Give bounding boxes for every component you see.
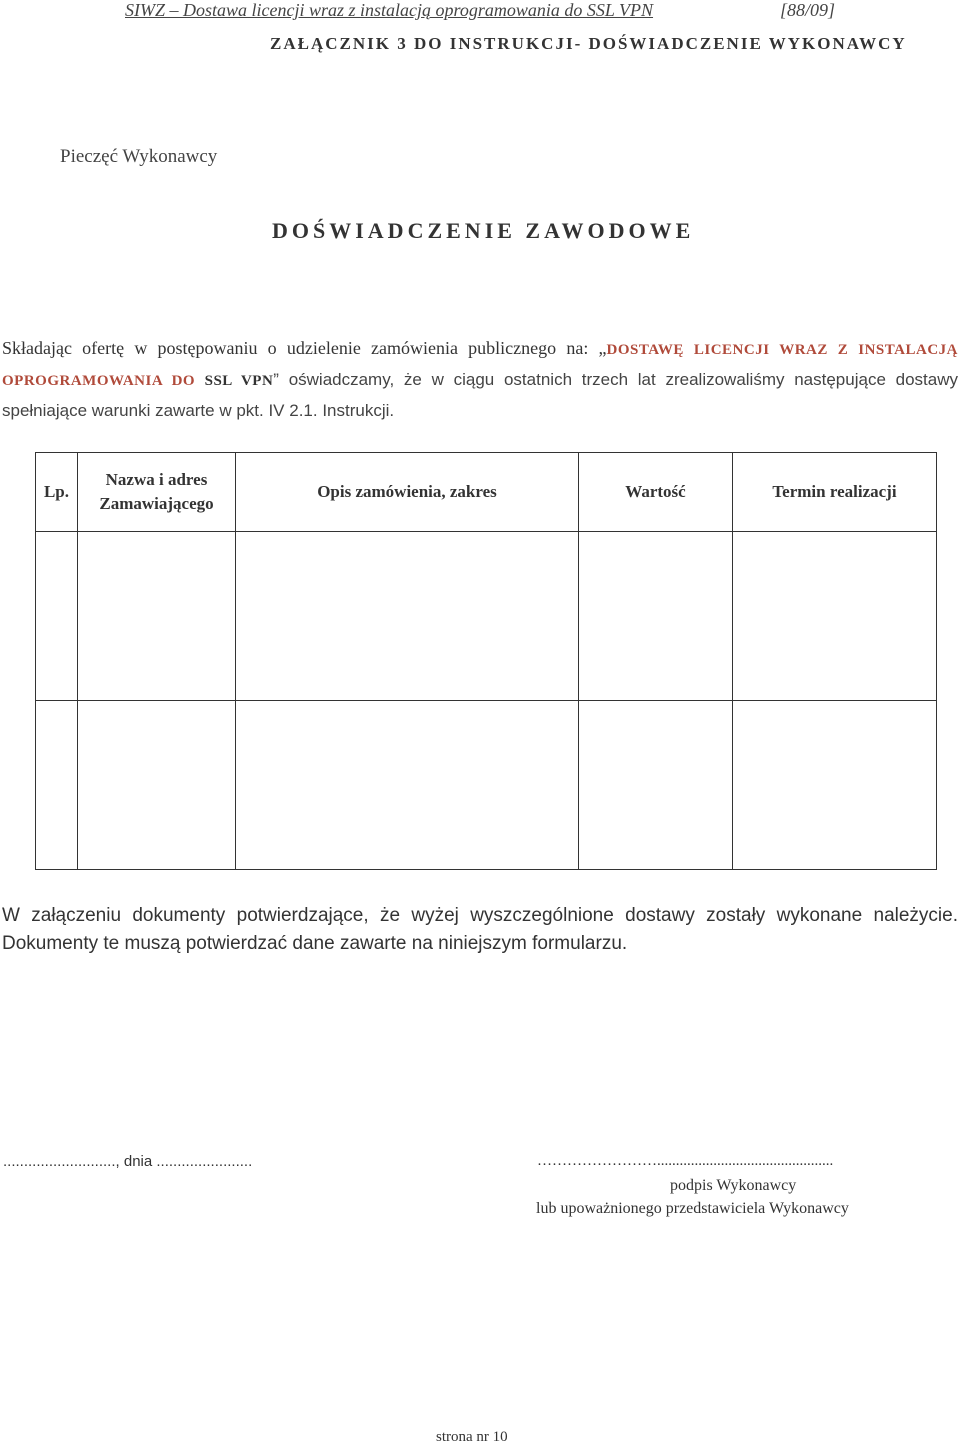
table-cell[interactable]	[579, 701, 733, 870]
table-row	[36, 701, 937, 870]
column-header-description: Opis zamówienia, zakres	[236, 453, 579, 532]
main-title: DOŚWIADCZENIE ZAWODOWE	[272, 218, 695, 243]
outro-paragraph: W załączeniu dokumenty potwierdzające, że wyżej wyszczególnione dostawy zostały wykonane należycie. Dokumenty te muszą potwierdzać dane zawarte na niniejszym formularzu.	[2, 905, 958, 954]
experience-table	[35, 452, 937, 870]
table-cell[interactable]	[78, 701, 236, 870]
table-cell[interactable]	[36, 701, 78, 870]
appendix-title: ZAŁĄCZNIK 3 DO INSTRUKCJI- DOŚWIADCZENIE WYKONAWCY	[270, 34, 907, 53]
table-cell[interactable]	[236, 701, 579, 870]
signature-field[interactable]: ……………………...............................................	[537, 1153, 834, 1169]
signature-label-secondary: lub upoważnionego przedstawiciela Wykonawcy	[536, 1200, 849, 1217]
date-field[interactable]: ..........................., dnia .......................	[3, 1153, 253, 1170]
column-header-date: Termin realizacji	[733, 453, 937, 532]
intro-product: SSL VPN	[204, 373, 274, 389]
stamp-label: Pieczęć Wykonawcy	[60, 146, 218, 167]
intro-text-end: ” oświadczamy, że w ciągu ostatnich trzech lat zrealizowaliśmy następujące dostawy spełniające warunki zawarte w pkt. IV 2.1. Instrukcji.	[2, 370, 959, 420]
table-row	[36, 532, 937, 701]
column-header-lp: Lp.	[36, 453, 78, 532]
column-header-value: Wartość	[579, 453, 733, 532]
intro-paragraph	[2, 334, 958, 425]
table-header-row	[36, 453, 937, 532]
table-cell[interactable]	[733, 532, 937, 701]
table-cell[interactable]	[36, 532, 78, 701]
signature-label: podpis Wykonawcy	[670, 1177, 797, 1194]
intro-text-start: Składając ofertę w postępowaniu o udzielenie zamówienia publicznego na: „	[2, 338, 607, 358]
running-header-reference: [88/09]	[780, 0, 836, 20]
table-cell[interactable]	[236, 532, 579, 701]
column-header-client: Nazwa i adres Zamawiającego	[78, 453, 236, 532]
table-cell[interactable]	[78, 532, 236, 701]
table-cell[interactable]	[579, 532, 733, 701]
intro-subject: DOSTAWĘ LICENCJI WRAZ Z INSTALACJĄ OPROGRAMOWANIA DO	[2, 342, 958, 389]
running-header-title: SIWZ – Dostawa licencji wraz z instalacją oprogramowania do SSL VPN	[125, 0, 654, 20]
running-header	[125, 0, 836, 21]
page-number: strona nr 10	[436, 1429, 508, 1445]
table-cell[interactable]	[733, 701, 937, 870]
